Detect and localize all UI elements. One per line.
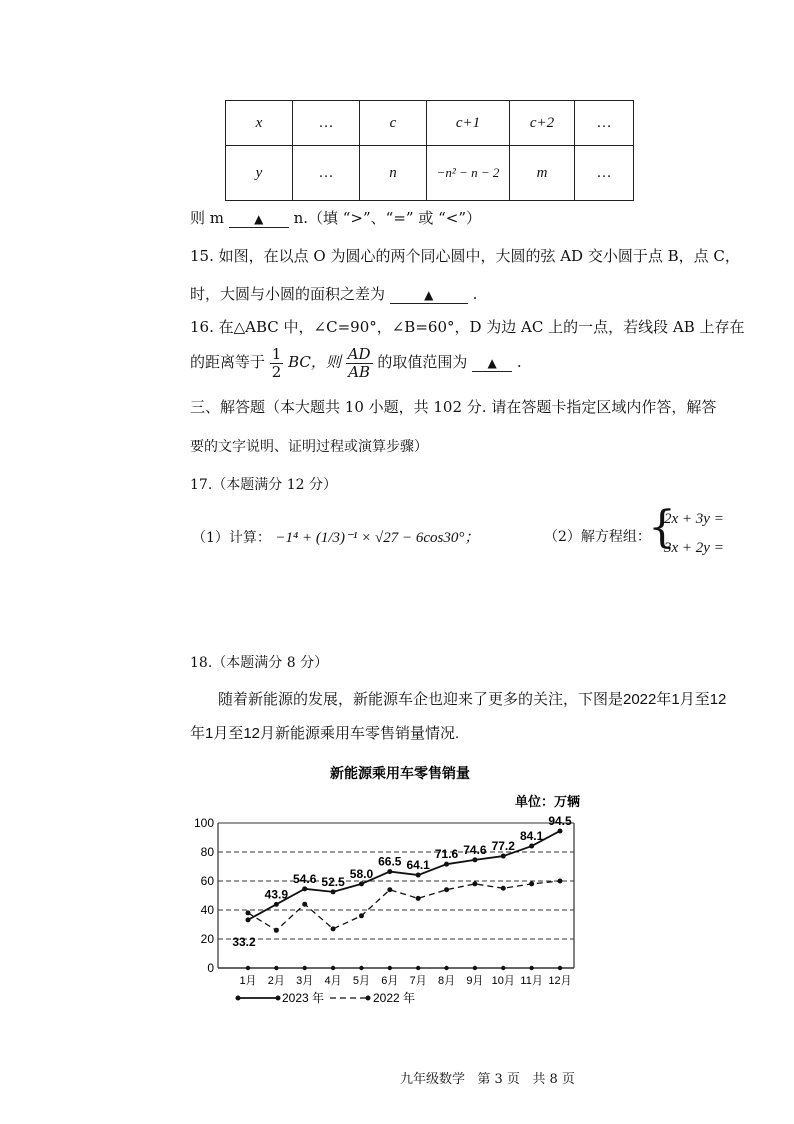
q16-mid: BC，则 xyxy=(288,353,341,371)
table-cell: … xyxy=(293,146,360,201)
y-tick-label: 60 xyxy=(200,874,214,888)
table-cell: … xyxy=(575,146,634,201)
triangle-icon: ▲ xyxy=(424,288,434,302)
y-tick-label: 100 xyxy=(193,816,214,830)
data-label: 54.6 xyxy=(293,871,317,886)
series-2022-point xyxy=(387,887,392,892)
y-axis-ticks xyxy=(194,816,214,975)
table-cell: c xyxy=(360,101,427,146)
x-tick-label: 10月 xyxy=(491,975,515,987)
q18-header: 18.（本题满分 8 分） xyxy=(190,655,329,671)
series-2023-point xyxy=(529,844,534,849)
q16-line2 xyxy=(190,346,522,380)
x-tick-label: 8月 xyxy=(437,975,456,987)
x-tick-label: 9月 xyxy=(466,975,484,987)
y-tick-label: 80 xyxy=(200,845,214,859)
x-axis-dot xyxy=(501,966,505,970)
sales-line-chart xyxy=(190,760,600,1015)
page-footer: 九年级数学 第 3 页 共 8 页 xyxy=(400,1072,575,1087)
table-cell: … xyxy=(575,101,634,146)
data-label: 94.5 xyxy=(548,813,572,828)
q17-header: 17.（本题满分 12 分） xyxy=(190,477,337,493)
series-2023-point xyxy=(501,854,506,859)
brace-icon: { xyxy=(648,502,676,553)
series-2023-point xyxy=(472,857,477,862)
table-cell: c+2 xyxy=(510,101,575,146)
x-axis-ticks xyxy=(239,966,571,987)
series-2022-point xyxy=(501,886,506,891)
q16-line1: 16. 在△ABC 中，∠C=90°，∠B=60°，D 为边 AC 上的一点，若线段 AB 上存在 xyxy=(190,318,745,336)
x-axis-dot xyxy=(473,966,477,970)
q17-part1-expression: −1⁴ + (1/3)⁻¹ × √27 − 6cos30°； xyxy=(275,530,480,546)
table-cell: −n² − n − 2 xyxy=(427,146,510,201)
table-cell: c+1 xyxy=(427,101,510,146)
q14-suffix: n.（填 “>”、“=” 或 “<”） xyxy=(293,209,482,227)
q18-text-line2: 年1月至12月新能源乘用车零售销量情况. xyxy=(190,725,460,742)
data-label: 52.5 xyxy=(321,874,345,889)
x-tick-label: 3月 xyxy=(296,975,314,987)
table-cell: y xyxy=(226,146,293,201)
q14-prefix: 则 m xyxy=(190,209,224,227)
table-cell: m xyxy=(510,146,575,201)
legend-2023-dot xyxy=(276,996,281,1001)
data-label: 74.6 xyxy=(463,842,487,857)
x-tick-label: 5月 xyxy=(352,975,371,987)
table-cell: n xyxy=(360,146,427,201)
q16-answer-blank xyxy=(472,353,512,372)
triangle-icon: ▲ xyxy=(254,212,264,226)
x-tick-label: 4月 xyxy=(324,975,342,987)
x-axis-dot xyxy=(359,966,363,970)
series-2022-point xyxy=(274,928,279,933)
data-label: 33.2 xyxy=(232,934,256,949)
x-axis-dot xyxy=(416,966,420,970)
series-2022-point xyxy=(246,910,251,915)
q17-equation-1: 2x + 3y = xyxy=(664,511,724,527)
series-2022-line xyxy=(248,881,560,930)
data-label: 77.2 xyxy=(491,839,515,854)
q15-prefix: 时，大圆与小圆的面积之差为 xyxy=(190,285,386,303)
series-2023-point xyxy=(246,917,251,922)
series-2022-point xyxy=(331,926,336,931)
triangle-icon: ▲ xyxy=(487,356,497,370)
x-axis-dot xyxy=(331,966,335,970)
q17-part1 xyxy=(192,526,479,547)
chart-title: 新能源乘用车零售销量 xyxy=(330,765,470,781)
series-2022-point xyxy=(529,881,534,886)
data-label: 84.1 xyxy=(519,829,544,844)
x-axis-dot xyxy=(274,966,278,970)
table-cell: … xyxy=(293,101,360,146)
x-axis-dot xyxy=(303,966,307,970)
legend-2022-label: 2022 年 xyxy=(373,991,416,1005)
x-axis-dot xyxy=(444,966,448,970)
data-label: 71.6 xyxy=(434,847,459,862)
q16-after: 的取值范围为 xyxy=(377,353,468,371)
table-cell: x xyxy=(226,101,293,146)
x-tick-label: 7月 xyxy=(409,975,427,987)
series-2022-point xyxy=(302,902,307,907)
series-2023-point xyxy=(274,902,279,907)
series-2023-point xyxy=(558,828,563,833)
q16-prefix: 的距离等于 xyxy=(190,353,266,371)
table-row xyxy=(226,101,634,146)
table-row xyxy=(226,146,634,201)
q15-answer-blank xyxy=(390,285,468,304)
x-axis-dot xyxy=(246,966,250,970)
x-axis-dot xyxy=(388,966,392,970)
data-label: 64.1 xyxy=(406,858,430,873)
q15-line1: 15. 如图，在以点 O 为圆心的两个同心圆中，大圆的弦 AD 交小圆于点 B，点 C， xyxy=(190,247,740,265)
series-2023-point xyxy=(331,889,336,894)
series-2022-point xyxy=(472,881,477,886)
q14-answer-blank xyxy=(229,209,289,228)
legend-2023-label: 2023 年 xyxy=(282,991,325,1005)
q17-part1-label: （1）计算： xyxy=(192,530,271,546)
q15-line2 xyxy=(190,283,477,304)
section3-subheading: 要的文字说明、证明过程或演算步骤） xyxy=(190,439,428,455)
section3-heading: 三、解答题（本大题共 10 小题，共 102 分. 请在答题卡指定区域内作答，解答 xyxy=(190,398,717,416)
legend-2023-dot xyxy=(236,996,241,1001)
series-2023-point xyxy=(302,886,307,891)
data-label: 66.5 xyxy=(378,854,402,869)
xy-value-table xyxy=(225,100,634,201)
x-tick-label: 11月 xyxy=(520,975,543,987)
x-tick-label: 1月 xyxy=(239,975,257,987)
y-tick-label: 0 xyxy=(207,961,214,975)
q17-equation-2: 3x + 2y = xyxy=(664,540,724,556)
q15-suffix: . xyxy=(472,285,478,303)
q16-suffix: . xyxy=(516,353,522,371)
q18-text-line1: 随着新能源的发展，新能源车企也迎来了更多的关注，下图是2022年1月至12 xyxy=(218,691,727,708)
y-tick-label: 40 xyxy=(200,903,214,917)
q14-answer-line xyxy=(190,207,481,228)
fraction-ad-ab: $\frac{AD}{AB}$ xyxy=(347,345,371,381)
legend-2022-dot xyxy=(366,996,371,1001)
chart-unit: 单位：万辆 xyxy=(514,794,580,809)
data-label: 43.9 xyxy=(264,887,289,902)
x-tick-label: 6月 xyxy=(381,975,399,987)
series-2022-point xyxy=(416,896,421,901)
x-tick-label: 2月 xyxy=(267,975,285,987)
q17-part2-label: （2）解方程组： xyxy=(544,529,651,545)
x-axis-dot xyxy=(558,966,562,970)
series-2022-point xyxy=(359,913,364,918)
series-2022-point xyxy=(444,887,449,892)
series-2022-point xyxy=(558,879,563,884)
chart-legend xyxy=(236,990,416,1005)
series-2023-point xyxy=(444,862,449,867)
data-label: 58.0 xyxy=(349,866,374,881)
fraction-one-half: $\frac{1}{2}$ xyxy=(271,345,282,381)
y-tick-label: 20 xyxy=(200,932,214,946)
x-axis-dot xyxy=(529,966,533,970)
series-2023-point xyxy=(416,873,421,878)
series-2023-point xyxy=(359,881,364,886)
series-2023-point xyxy=(387,869,392,874)
x-tick-label: 12月 xyxy=(548,975,572,987)
